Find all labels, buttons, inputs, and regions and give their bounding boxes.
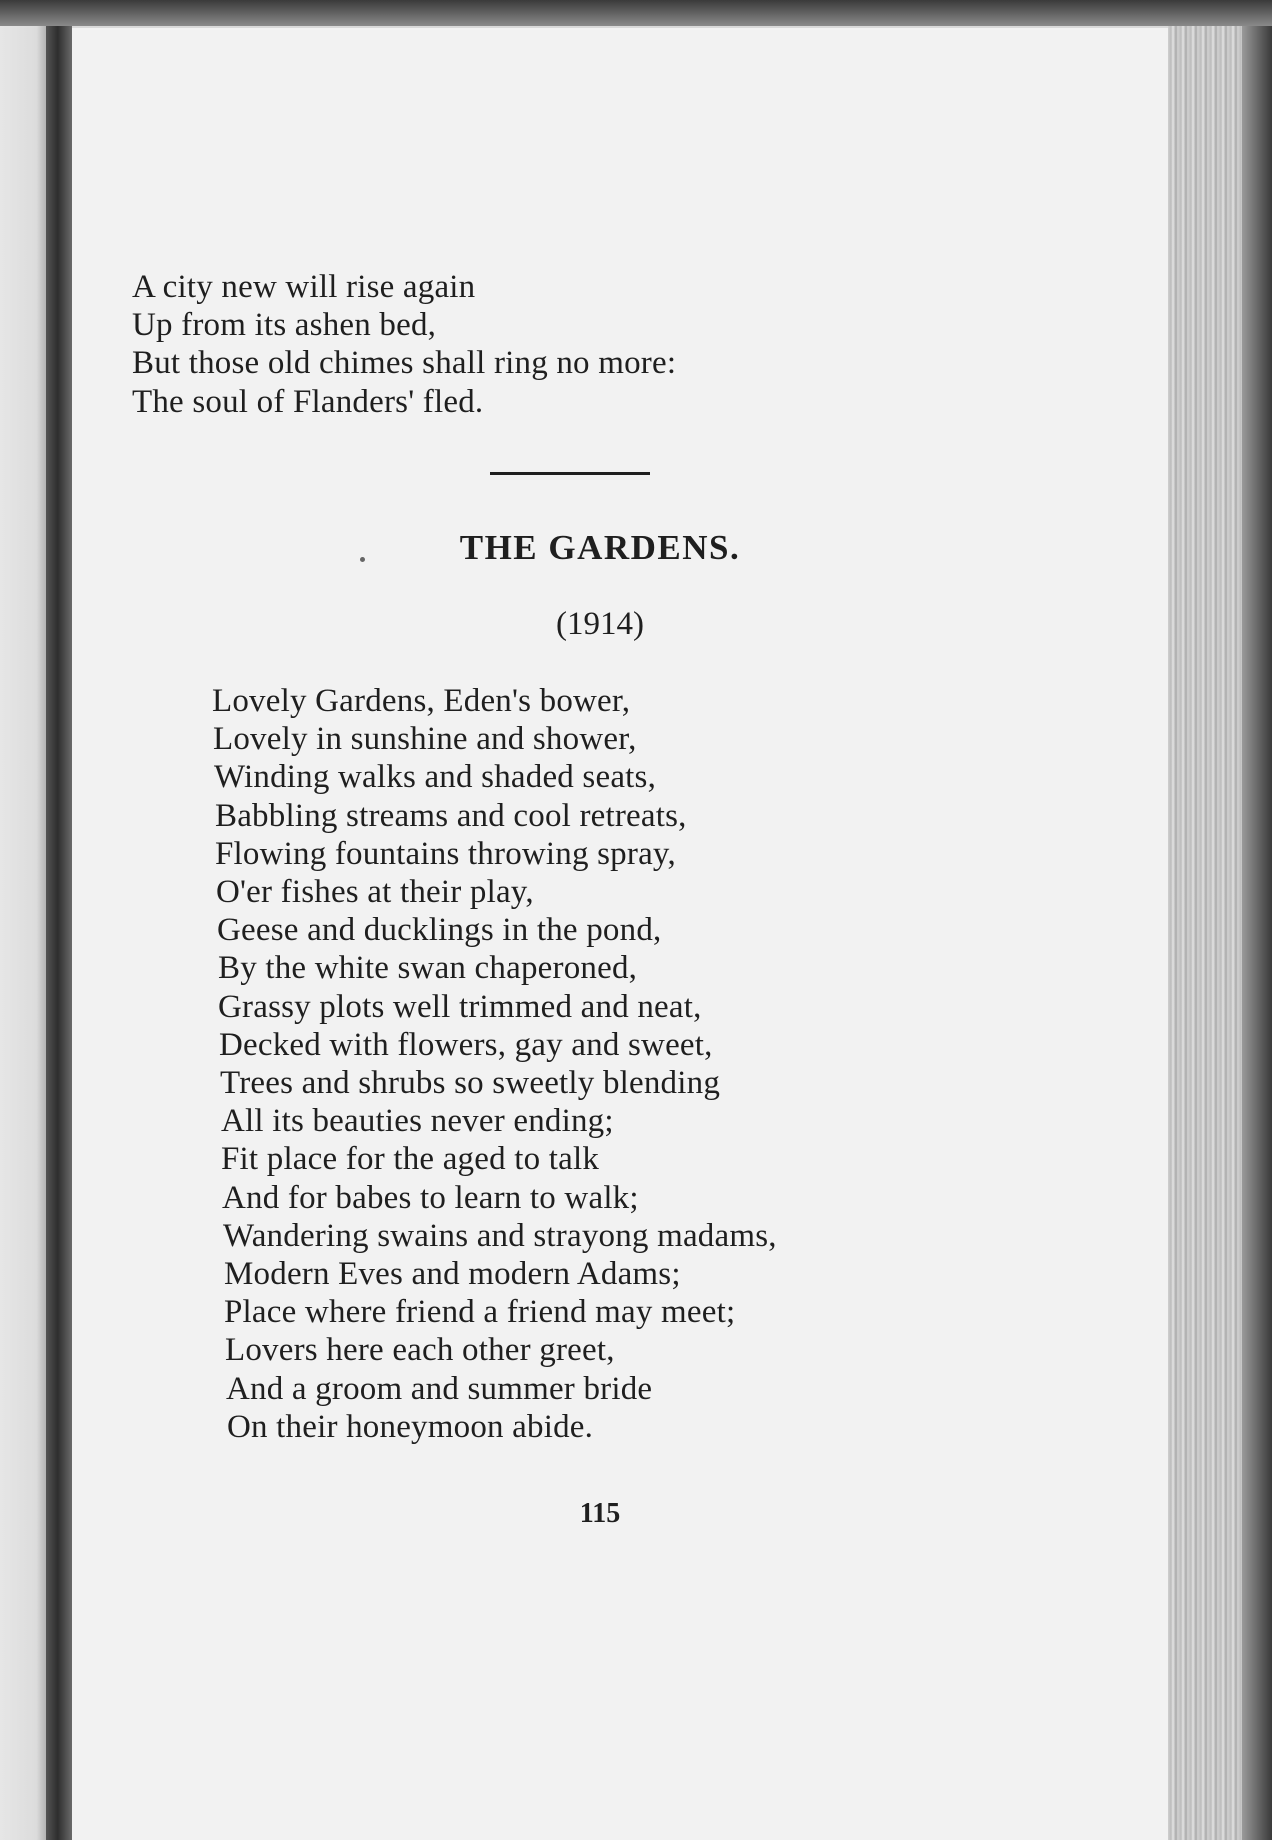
poem-line: Flowing fountains throwing spray, [215, 835, 676, 872]
poem-line: On their honeymoon abide. [227, 1408, 594, 1445]
top-shadow [0, 0, 1272, 26]
poem-line: Decked with flowers, gay and sweet, [219, 1026, 713, 1063]
stanza-line: Up from its ashen bed, [132, 307, 437, 344]
stanza-line: The soul of Flanders' fled. [132, 383, 484, 420]
print-speck [360, 557, 365, 562]
page-edges [1168, 26, 1272, 1840]
stanza-line: But those old chimes shall ring no more: [132, 345, 677, 382]
poem-body [212, 682, 777, 1446]
poem-line: By the white swan chaperoned, [218, 950, 638, 987]
poem-line: Babbling streams and cool retreats, [215, 797, 687, 834]
poem-year: (1914) [556, 606, 644, 642]
poem-line: Lovers here each other greet, [225, 1332, 615, 1369]
poem-line: Wandering swains and strayong madams, [223, 1217, 777, 1254]
poem-line: And a groom and summer bride [226, 1370, 653, 1407]
poem-line: And for babes to learn to walk; [222, 1179, 639, 1216]
facing-page-edge [0, 26, 52, 1840]
poem-line: Place where friend a friend may meet; [224, 1294, 736, 1331]
previous-poem-stanza [132, 268, 676, 421]
poem-title: THE GARDENS. [459, 528, 741, 567]
poem-line: Lovely in sunshine and shower, [213, 721, 637, 758]
stanza-line: A city new will rise again [132, 269, 476, 305]
poem-line: Lovely Gardens, Eden's bower, [212, 683, 631, 719]
poem-line: Modern Eves and modern Adams; [224, 1256, 681, 1293]
poem-line: Grassy plots well trimmed and neat, [218, 988, 702, 1025]
poem-line: Trees and shrubs so sweetly blending [220, 1065, 721, 1102]
section-divider [490, 472, 650, 475]
poem-line: Geese and ducklings in the pond, [217, 912, 662, 949]
book-gutter [46, 26, 72, 1840]
poem-line: O'er fishes at their play, [216, 874, 534, 911]
poem-line: Fit place for the aged to talk [221, 1141, 600, 1178]
poem-line: Winding walks and shaded seats, [214, 759, 657, 796]
poem-line: All its beauties never ending; [221, 1103, 614, 1140]
page-number: 115 [579, 1498, 621, 1529]
